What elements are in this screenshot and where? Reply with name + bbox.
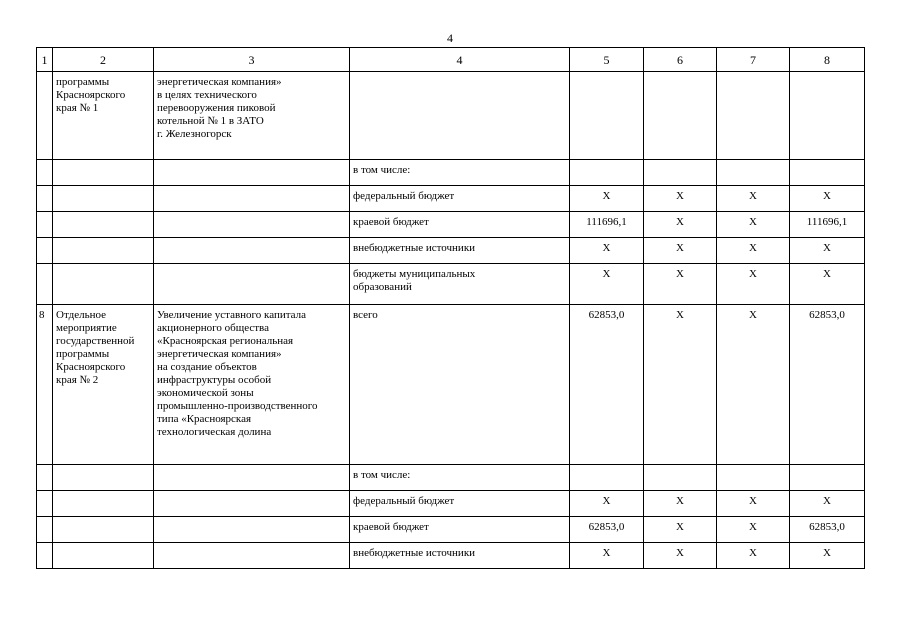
table-cell-col-3: [154, 543, 350, 569]
table-row: [37, 305, 865, 465]
table-cell-col-3: энергетическая компания» в целях технического перевооружения пиковой котельной № 1 в ЗАТО г. Железногорск: [154, 72, 350, 160]
table-cell-col-1: [37, 264, 53, 305]
table-body: [37, 48, 865, 569]
table-cell-col-3: [154, 160, 350, 186]
table-cell-col-4: краевой бюджет: [350, 212, 570, 238]
table-cell-col-3: [154, 238, 350, 264]
table-cell-col-5: [570, 465, 644, 491]
table-cell-col-5: X: [570, 543, 644, 569]
table-cell-col-6: X: [644, 264, 717, 305]
table-cell-col-2: Отдельное мероприятие государственной программы Красноярского края № 2: [53, 305, 154, 465]
table-cell-col-8: 62853,0: [790, 517, 865, 543]
table-cell-col-2: [53, 465, 154, 491]
table-cell-col-7: X: [717, 491, 790, 517]
table-row: [37, 491, 865, 517]
table-cell-col-3: [154, 465, 350, 491]
header-cell-4: 4: [350, 48, 570, 72]
table-cell-col-8: [790, 72, 865, 160]
table-row: [37, 72, 865, 160]
table-cell-col-7: X: [717, 212, 790, 238]
table-cell-col-3: [154, 264, 350, 305]
table-cell-col-8: X: [790, 238, 865, 264]
table-cell-col-4: внебюджетные источники: [350, 238, 570, 264]
table-cell-col-1: 8: [37, 305, 53, 465]
table-cell-col-5: X: [570, 264, 644, 305]
table-cell-col-4: федеральный бюджет: [350, 186, 570, 212]
table-cell-col-2: [53, 491, 154, 517]
table-cell-col-7: X: [717, 543, 790, 569]
table-cell-col-7: X: [717, 264, 790, 305]
table-row: [37, 186, 865, 212]
table-cell-col-3: [154, 186, 350, 212]
table-cell-col-1: [37, 543, 53, 569]
header-cell-5: 5: [570, 48, 644, 72]
table-cell-col-6: X: [644, 305, 717, 465]
table-cell-col-8: X: [790, 264, 865, 305]
table-cell-col-1: [37, 491, 53, 517]
header-cell-6: 6: [644, 48, 717, 72]
header-cell-7: 7: [717, 48, 790, 72]
table-cell-col-6: X: [644, 543, 717, 569]
table-cell-col-2: [53, 160, 154, 186]
table-row: [37, 212, 865, 238]
page-number: 4: [447, 31, 453, 45]
table-cell-col-4: внебюджетные источники: [350, 543, 570, 569]
table-cell-col-5: X: [570, 238, 644, 264]
table-cell-col-7: X: [717, 238, 790, 264]
table-cell-col-6: X: [644, 212, 717, 238]
table-cell-col-4: федеральный бюджет: [350, 491, 570, 517]
table-cell-col-1: [37, 212, 53, 238]
table-cell-col-2: [53, 238, 154, 264]
header-cell-8: 8: [790, 48, 865, 72]
table-cell-col-6: X: [644, 491, 717, 517]
budget-table: [36, 47, 865, 569]
table-cell-col-5: 111696,1: [570, 212, 644, 238]
table-cell-col-3: Увеличение уставного капитала акционерного общества «Красноярская региональная энергетическая компания» на создание объектов инфраструктуры особой экономической зоны промышленно-производственного типа «Красноярская технологическая долина: [154, 305, 350, 465]
table-cell-col-6: [644, 72, 717, 160]
header-cell-2: 2: [53, 48, 154, 72]
table-row: [37, 238, 865, 264]
table-row: [37, 264, 865, 305]
table-cell-col-3: [154, 491, 350, 517]
table-cell-col-8: X: [790, 186, 865, 212]
table-cell-col-7: X: [717, 305, 790, 465]
table-cell-col-1: [37, 238, 53, 264]
table-cell-col-2: [53, 264, 154, 305]
table-cell-col-6: [644, 160, 717, 186]
table-cell-col-7: X: [717, 186, 790, 212]
table-row: [37, 517, 865, 543]
table-cell-col-6: [644, 465, 717, 491]
table-cell-col-5: 62853,0: [570, 305, 644, 465]
table-cell-col-2: [53, 212, 154, 238]
table-cell-col-8: 62853,0: [790, 305, 865, 465]
table-cell-col-8: [790, 160, 865, 186]
table-cell-col-4: всего: [350, 305, 570, 465]
table-cell-col-7: [717, 72, 790, 160]
table-cell-col-1: [37, 186, 53, 212]
table-cell-col-2: [53, 543, 154, 569]
table-cell-col-2: [53, 517, 154, 543]
table-cell-col-5: 62853,0: [570, 517, 644, 543]
table-cell-col-3: [154, 212, 350, 238]
table-cell-col-6: X: [644, 238, 717, 264]
table-cell-col-5: [570, 72, 644, 160]
table-cell-col-1: [37, 72, 53, 160]
header-cell-1: 1: [37, 48, 53, 72]
table-cell-col-8: [790, 465, 865, 491]
table-cell-col-1: [37, 465, 53, 491]
table-cell-col-8: 111696,1: [790, 212, 865, 238]
table-cell-col-5: X: [570, 186, 644, 212]
table-cell-col-5: X: [570, 491, 644, 517]
table-cell-col-2: программы Красноярского края № 1: [53, 72, 154, 160]
table-cell-col-8: X: [790, 543, 865, 569]
table-cell-col-4: бюджеты муниципальных образований: [350, 264, 570, 305]
table-cell-col-6: X: [644, 517, 717, 543]
table-row: [37, 543, 865, 569]
table-cell-col-5: [570, 160, 644, 186]
header-row: [37, 48, 865, 72]
table-cell-col-6: X: [644, 186, 717, 212]
table-cell-col-4: в том числе:: [350, 160, 570, 186]
table-cell-col-4: в том числе:: [350, 465, 570, 491]
table-row: [37, 160, 865, 186]
table-cell-col-7: [717, 465, 790, 491]
table-cell-col-4: [350, 72, 570, 160]
table-cell-col-1: [37, 517, 53, 543]
header-cell-3: 3: [154, 48, 350, 72]
table-cell-col-7: [717, 160, 790, 186]
table-cell-col-4: краевой бюджет: [350, 517, 570, 543]
table-cell-col-7: X: [717, 517, 790, 543]
table-cell-col-3: [154, 517, 350, 543]
table-cell-col-8: X: [790, 491, 865, 517]
table-row: [37, 465, 865, 491]
table-cell-col-2: [53, 186, 154, 212]
table-cell-col-1: [37, 160, 53, 186]
